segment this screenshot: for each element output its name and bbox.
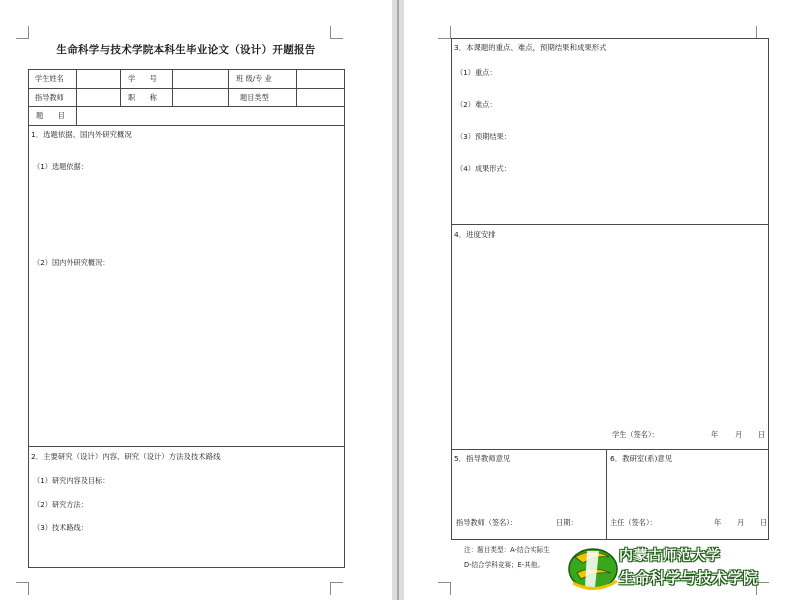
label-student-id: 学 号 [128, 74, 157, 83]
table-rule [76, 69, 77, 125]
logo-emblem-icon [565, 543, 625, 593]
crop-mark [438, 582, 451, 595]
page-divider [397, 0, 399, 600]
section3-heading: 3．本课题的重点、难点，预期结果和成果形式 [454, 43, 607, 52]
table-rule [606, 449, 607, 540]
director-signature-label: 主任（签名）： [610, 518, 657, 527]
label-student-name: 学生姓名 [35, 74, 64, 83]
section4-heading: 4．进度安排 [454, 230, 496, 239]
section2-heading: 2．主要研究（设计）内容、研究（设计）方法及技术路线 [31, 452, 221, 461]
student-signature-label: 学生（签名）： [612, 430, 659, 439]
section1-item1: （1）选题依据： [33, 162, 88, 171]
report-table [28, 69, 345, 568]
crop-mark [16, 26, 29, 39]
table-rule [172, 69, 173, 106]
section5-heading: 5．指导教师意见 [454, 454, 511, 463]
crop-mark [16, 582, 29, 595]
logo-college-name: 生命科学与技术学院 [619, 569, 759, 587]
crop-mark [330, 26, 343, 39]
logo-university-name: 内蒙古师范大学 [619, 548, 721, 564]
day-label: 日 [758, 430, 766, 439]
month-label: 月 [737, 518, 745, 527]
table-rule [451, 224, 769, 225]
note-line-1: 注：题目类型：A-结合实际生 [464, 546, 550, 554]
label-position: 职 称 [128, 93, 157, 102]
table-rule [28, 125, 345, 126]
report-table-continued [451, 38, 769, 540]
year-label: 年 [714, 518, 722, 527]
crop-mark [438, 26, 451, 39]
year-label: 年 [711, 430, 719, 439]
table-rule [28, 446, 345, 447]
right-page [404, 0, 800, 600]
table-rule [228, 69, 229, 106]
table-rule [451, 449, 769, 450]
document-title: 生命科学与技术学院本科生毕业论文（设计）开题报告 [56, 44, 316, 56]
university-logo [565, 541, 793, 593]
crop-mark [330, 582, 343, 595]
table-rule [120, 69, 121, 106]
section2-item3: （3）技术路线： [33, 523, 88, 532]
section1-item2: （2）国内外研究概况： [33, 258, 110, 267]
left-page [0, 0, 392, 600]
section3-item2: （2）难点： [456, 100, 497, 109]
label-advisor: 指导教师 [35, 93, 64, 102]
note-line-2: D-结合学科竞赛；E-其他。 [464, 561, 544, 569]
month-label: 月 [735, 430, 743, 439]
label-topic-type: 题目类型 [240, 93, 269, 102]
section2-item1: （1）研究内容及目标： [33, 476, 110, 485]
section2-item2: （2）研究方法： [33, 500, 88, 509]
day-label: 日 [760, 518, 768, 527]
label-topic: 题 目 [36, 111, 65, 120]
advisor-signature-label: 指导教师（签名）： [456, 518, 518, 527]
section3-item4: （4）成果形式： [456, 164, 511, 173]
section6-heading: 6．教研室(系)意见 [610, 454, 673, 463]
section1-heading: 1．选题依据、国内外研究概况 [31, 130, 132, 139]
label-class-major: 班 级/专 业 [236, 74, 272, 83]
date-label: 日期： [556, 518, 578, 527]
section3-item1: （1）重点： [456, 68, 497, 77]
table-rule [296, 69, 297, 106]
section3-item3: （3）预期结果： [456, 132, 511, 141]
